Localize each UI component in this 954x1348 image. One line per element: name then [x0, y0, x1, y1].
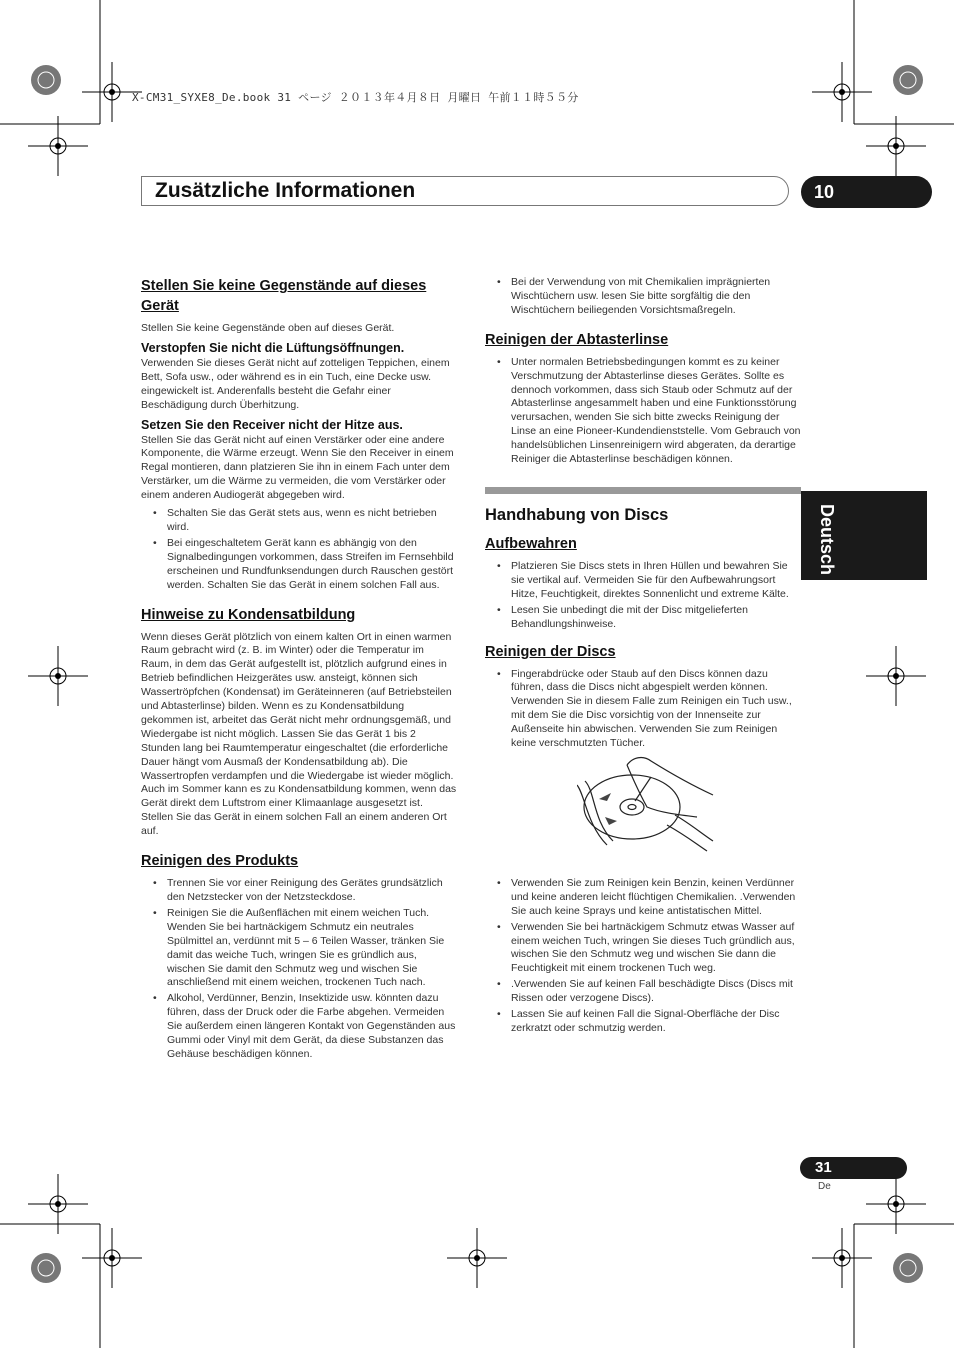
list-item: • .Verwenden Sie auf keinen Fall beschädigte Discs (Discs mit Rissen oder verzogene Discs). [485, 978, 801, 1006]
subheading-vents: Verstopfen Sie nicht die Lüftungsöffnungen. [141, 340, 405, 355]
list-item: • Schalten Sie das Gerät stets aus, wenn es nicht betrieben wird. [141, 507, 457, 535]
heading-lens: Reinigen der Abtasterlinse [485, 331, 669, 348]
list-item: • Lassen Sie auf keinen Fall die Signal-Oberfläche der Disc zerkratzt oder schmutzig werden. [485, 1008, 801, 1036]
subheading-heat: Setzen Sie den Receiver nicht der Hitze aus. [141, 417, 403, 432]
left-column [141, 276, 457, 1064]
language-tab-label: Deutsch [817, 504, 837, 576]
list-lens [485, 356, 801, 467]
paragraph-heat: Stellen Sie das Gerät nicht auf einen Verstärker oder eine andere Komponente, die Wärme erzeugt. Wenn Sie den Receiver in einem Regal montieren, dann platzieren Sie ihn in einem Fach unter dem Verstärker, um die Wärme zu vermeiden, die vom Verstärker oder einem anderen Audiogerät abgegeben wird. [141, 433, 454, 502]
chapter-title: Zusätzliche Informationen [155, 179, 416, 202]
list-item: • Trennen Sie vor einer Reinigung des Gerätes grundsätzlich den Netzstecker von der Netzsteckdose. [141, 877, 457, 905]
heading-discs: Handhabung von Discs [485, 505, 669, 524]
list-cleaning-product [141, 877, 457, 1062]
disc-cleaning-illustration [577, 755, 717, 855]
page-language: De [818, 1181, 831, 1192]
list-item: • Platzieren Sie Discs stets in Ihren Hüllen und bewahren Sie sie vertikal auf. Vermeiden Sie für den Aufbewahrungsort Hitze, Feuchtigkeit, direktes Sonnenlicht und extreme Kälte. [485, 560, 801, 602]
list-item: • Unter normalen Betriebsbedingungen kommt es zu keiner Verschmutzung der Abtasterlinse dieses Gerätes. Sollte es dennoch vorkommen, dass sich Staub oder Schmutz auf der Abtasterlinse angesammelt haben und eine Funktionsstörung verursachen, wenden Sie sich bitte zwecks Reinigung der Linse an eine Pioneer-Kundendienststelle. Vom Gebrauch von handelsüblichen Linsenreinigern wird abgeraten, da derartige Reiniger die Abtasterlinse beschädigen können. [485, 356, 801, 467]
list-disc-care [485, 877, 801, 1036]
paragraph-condensation: Wenn dieses Gerät plötzlich von einem kalten Ort in einen warmen Raum gebracht wird (z. B. im Winter) oder die Temperatur im Raum, in dem das Gerät aufgestellt ist, plötzlich aufgrund eines in Betrieb befindlichen Heizgerätes usw. ansteigt, können sich Wassertröpfchen (Kondensat) im Geräteinneren (auf Betriebsteilen und Abtasterlinse) bilden. Wenn es zu Kondensatbildung gekommen ist, arbeitet das Gerät nicht mehr ordnungsgemäß, und Wiedergabe ist nicht möglich. Lassen Sie das Gerät 1 bis 2 Stunden lang bei Raumtemperatur eingeschaltet (die erforderliche Dauer hängt vom Ausmaß der Kondensatbildung ab). Die Wassertropfen verdampfen und die Wiedergabe ist wieder möglich. Auch im Sommer kann es zu Kondensatbildung kommen, wenn das Gerät direkt dem Luftstrom einer Klimaanlage ausgesetzt ist. Stellen Sie das Gerät in einem solchen Fall an einem anderen Ort auf. [141, 630, 457, 838]
chapter-number: 10 [801, 176, 932, 208]
heading-condensation: Hinweise zu Kondensatbildung [141, 606, 356, 623]
list-item: • Bei eingeschaltetem Gerät kann es abhängig von den Signalbedingungen vorkommen, dass Streifen im Fernsehbild erscheinen und Rundfunksendungen durch Rauschen gestört werden. Schalten Sie das Gerät in einem solchen Fall aus. [141, 537, 457, 593]
section-divider [485, 487, 801, 494]
list-item: • Alkohol, Verdünner, Benzin, Insektizide usw. könnten dazu führen, dass der Druck oder die Farbe abgehen. Vermeiden Sie außerdem einen längeren Kontakt von Gegenständen aus Gummi oder Vinyl mit dem Gerät, da diese Substanzen das Gehäuse beschädigen können. [141, 992, 457, 1062]
paragraph-vents: Verwenden Sie dieses Gerät nicht auf zotteligen Teppichen, einem Bett, Sofa usw., oder während es in ein Tuch, eine Decke usw. eingewickelt ist. Anderenfalls besteht die Gefahr einer Beschädigung durch Überhitzung. [141, 356, 450, 411]
right-column [485, 276, 801, 1038]
page-number: 31 [800, 1157, 907, 1179]
heading-storage: Aufbewahren [485, 535, 577, 552]
list-power [141, 507, 457, 592]
list-wipes [485, 276, 801, 318]
list-item: • Lesen Sie unbedingt die mit der Disc mitgelieferten Behandlungshinweise. [485, 604, 801, 632]
list-item: • Reinigen Sie die Außenflächen mit einem weichen Tuch. Wenden Sie bei hartnäckigem Schmutz ein neutrales Spülmittel an, verdünnt mit 5 – 6 Teilen Wasser, tränken Sie damit das weiche Tuch, wringen Sie es gründlich aus, wischen Sie damit den Schmutz weg und wischen Sie anschließend mit einem weichen, trockenen Tuch nach. [141, 907, 457, 990]
list-item: • Verwenden Sie zum Reinigen kein Benzin, keinen Verdünner und keine anderen leicht flüchtigen Chemikalien. .Verwenden Sie auch keine Sprays und keine antistatischen Mittel. [485, 877, 801, 919]
heading-cleaning-product: Reinigen des Produkts [141, 853, 299, 870]
print-file-info: X-CM31_SYXE8_De.book 31 ページ ２０１３年４月８日 月曜日 午前１１時５５分 [132, 91, 579, 104]
list-item: • Verwenden Sie bei hartnäckigem Schmutz etwas Wasser auf einem weichen Tuch, wringen Sie dieses Tuch gründlich aus, wischen Sie den Schmutz weg und wischen Sie dann die Feuchtigkeit mit einem trockenen Tuch weg. [485, 921, 801, 977]
paragraph-no-objects: Stellen Sie keine Gegenstände oben auf dieses Gerät. [141, 322, 395, 334]
list-item: • Fingerabdrücke oder Staub auf den Discs können dazu führen, dass die Discs nicht abgespielt werden können. Verwenden Sie in diesem Falle zum Reinigen ein Tuch usw., mit dem Sie die Disc vorsichtig von der Innenseite zur Außenseite hin abwischen. Verwenden Sie zum Reinigen keine verschmutzten Tücher. [485, 668, 801, 751]
heading-cleaning-discs: Reinigen der Discs [485, 643, 616, 660]
list-cleaning-discs [485, 668, 801, 751]
heading-no-objects: Stellen Sie keine Gegenstände auf dieses Gerät [141, 278, 427, 314]
list-item: • Bei der Verwendung von mit Chemikalien imprägnierten Wischtüchern usw. lesen Sie bitte sorgfältig die den Wischtüchern beiliegenden Vorsichtsmaßregeln. [485, 276, 801, 318]
list-storage [485, 560, 801, 632]
